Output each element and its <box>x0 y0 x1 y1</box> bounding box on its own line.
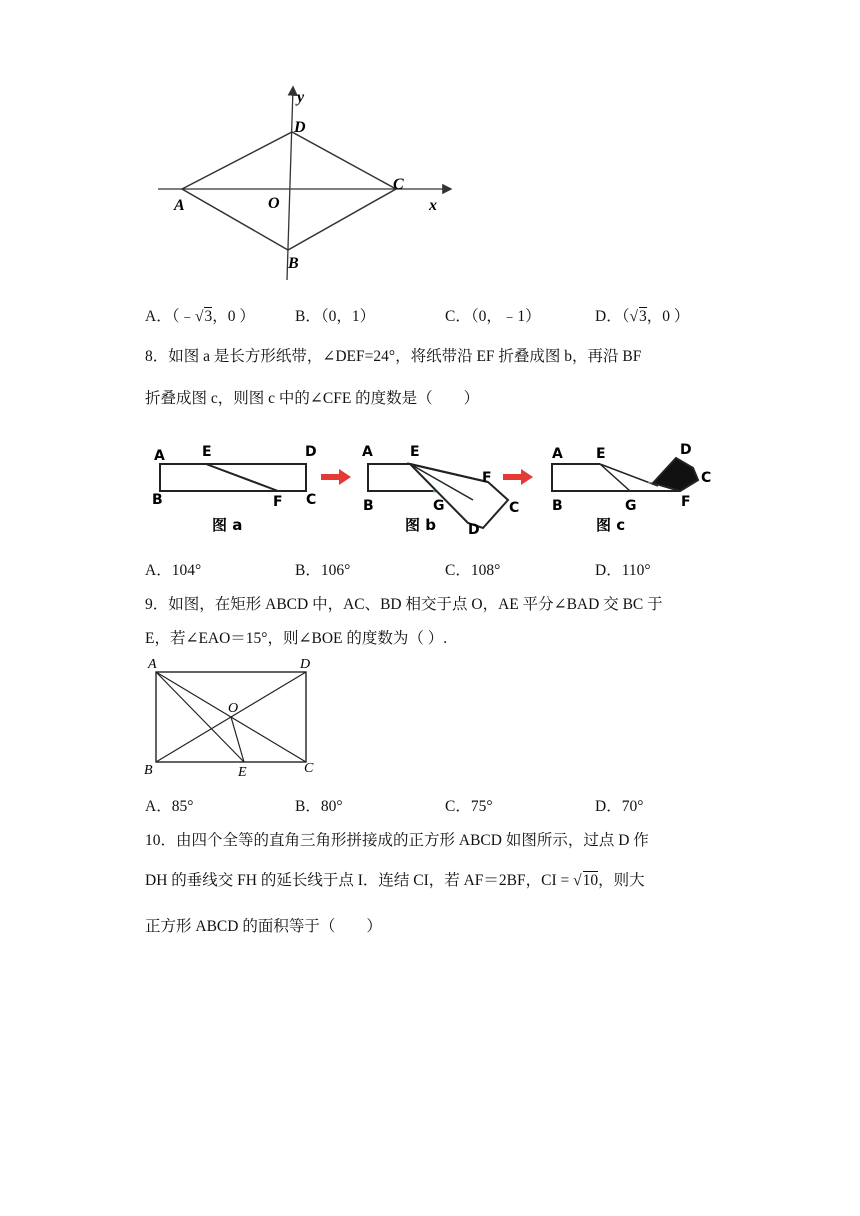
fig-c-label-c: C <box>701 470 712 486</box>
fig-b-caption: 图 b <box>405 516 436 534</box>
fig-a-strip <box>160 464 306 491</box>
q10-line-2: DH 的垂线交 FH 的延长线于点 I．连结 CI，若 AF＝2BF，CI = √10，则大 <box>145 872 645 889</box>
fig-b-label-f: F <box>482 470 492 486</box>
sqrt-radicand: 3 <box>204 308 213 325</box>
fig-a-label-b: B <box>152 492 163 508</box>
label-b: B <box>144 763 153 778</box>
y-axis <box>287 88 293 280</box>
fig-a-label-d: D <box>305 444 317 460</box>
fig-b-label-e: E <box>410 444 420 460</box>
q9-option-a: A．85° <box>145 798 194 815</box>
q8-folding-figures <box>148 438 718 538</box>
fig-b-label-c: C <box>509 500 520 516</box>
label-c: C <box>393 176 404 193</box>
right-arrow-icon <box>321 469 351 485</box>
fig-c-label-b: B <box>552 498 563 514</box>
q7-option-c: C．（0，﹣1） <box>445 308 541 325</box>
q9-line-2: E，若∠EAO＝15°，则∠BOE 的度数为（ ）. <box>145 630 448 647</box>
label-x: x <box>429 197 437 214</box>
fig-b-label-d: D <box>468 522 480 538</box>
fig-a-label-f: F <box>273 494 283 510</box>
q9-option-b: B．80° <box>295 798 343 815</box>
q10-line-3: 正方形 ABCD 的面积等于（ ） <box>145 918 382 935</box>
fig-c-label-e: E <box>596 446 606 462</box>
fig-c-dark-region <box>653 458 698 491</box>
q10-line-1: 10．由四个全等的直角三角形拼接成的正方形 ABCD 如图所示，过点 D 作 <box>145 832 649 849</box>
fig-a-label-e: E <box>202 444 212 460</box>
q8-option-a: A．104° <box>145 562 202 579</box>
label-a: A <box>174 197 185 214</box>
sqrt-radicand: 3 <box>638 308 647 325</box>
q9-line-1: 9．如图，在矩形 ABCD 中，AC、BD 相交于点 O，AE 平分∠BAD 交 BC 于 <box>145 596 663 613</box>
fig-a-caption: 图 a <box>212 516 243 534</box>
fig-b-label-a: A <box>362 444 373 460</box>
q8-option-b: B．106° <box>295 562 351 579</box>
q8-line-2: 折叠成图 c，则图 c 中的∠CFE 的度数是（ ） <box>145 390 480 407</box>
fig-c-label-a: A <box>552 446 563 462</box>
sqrt-radicand: 10 <box>582 872 599 889</box>
label-b: B <box>288 255 299 272</box>
label-o: O <box>228 701 239 716</box>
q8-option-d: D．110° <box>595 562 651 579</box>
q9-option-d: D．70° <box>595 798 644 815</box>
q8-line-1: 8．如图 a 是长方形纸带，∠DEF=24°，将纸带沿 EF 折叠成图 b，再沿 BF <box>145 348 642 365</box>
right-arrow-icon <box>503 469 533 485</box>
fig-c-label-g: G <box>625 498 637 514</box>
q7-rhombus-figure <box>150 80 470 280</box>
fig-b-label-g: G <box>433 498 445 514</box>
fig-c-caption: 图 c <box>596 516 626 534</box>
label-y: y <box>297 89 305 106</box>
fig-c-label-f: F <box>681 494 691 510</box>
label-d: D <box>300 657 311 672</box>
label-a: A <box>148 657 157 672</box>
q8-option-c: C．108° <box>445 562 501 579</box>
fig-c-label-d: D <box>680 442 692 458</box>
q9-option-c: C．75° <box>445 798 493 815</box>
q9-rectangle-figure <box>140 652 330 782</box>
label-e: E <box>238 765 247 780</box>
fig-a-label-c: C <box>306 492 317 508</box>
q7-option-a: A．（﹣√3，0 ） <box>145 308 255 325</box>
label-o: O <box>268 195 280 212</box>
label-c: C <box>304 761 314 776</box>
fig-b-label-b: B <box>363 498 374 514</box>
fig-a-fold-ef <box>206 464 278 491</box>
q7-option-b: B．（0，1） <box>295 308 376 325</box>
fig-a-label-a: A <box>154 448 165 464</box>
q7-option-d: D．（√3，0 ） <box>595 308 690 325</box>
label-d: D <box>294 119 306 136</box>
